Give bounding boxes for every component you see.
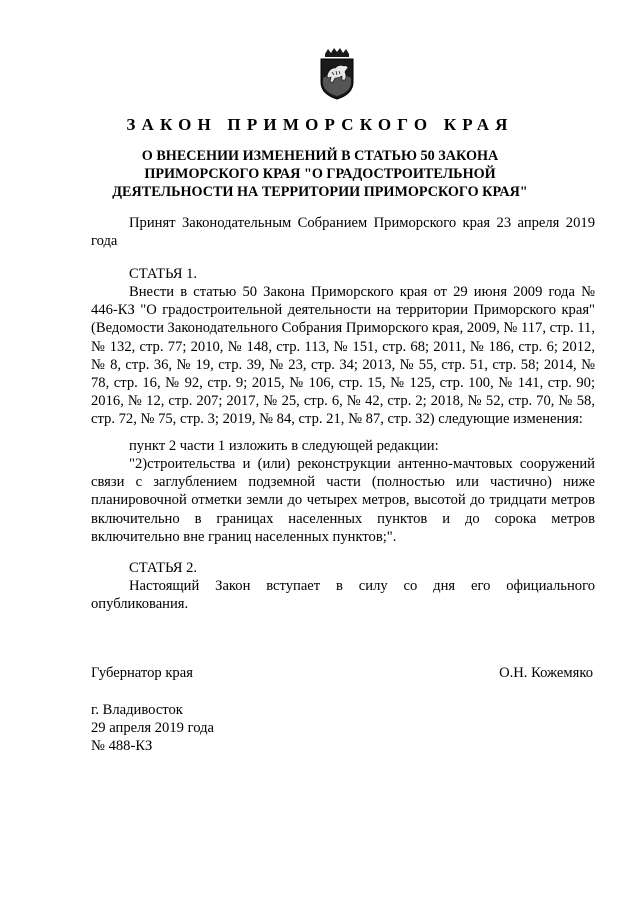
subtitle-line: ПРИМОРСКОГО КРАЯ "О ГРАДОСТРОИТЕЛЬНОЙ [144, 166, 496, 182]
article-1-item: пункт 2 части 1 изложить в следующей редакции: [129, 438, 439, 454]
law-title: ЗАКОН ПРИМОРСКОГО КРАЯ [126, 115, 514, 134]
article-2-heading: СТАТЬЯ 2. [129, 560, 198, 576]
law-number: № 488-КЗ [91, 738, 153, 754]
article-1-quote: "2)строительства и (или) реконструкции антенно-мачтовых сооружений связи с заглублением подземной части (полностью или частично) ниже планировочной отметки земли до четырех метров, высотой до тридцати метров включительно в границах населенных пунктов и до сорока метров включительно вне границ населенных пунктов;". [91, 456, 595, 545]
article-1-body: Внести в статью 50 Закона Приморского края от 29 июня 2009 года № 446-КЗ "О градостроительной деятельности на территории Приморского края" (Ведомости Законодательного Собрания Приморского края, 2009, № 117, стр. 11, № 132, стр. 77; 2010, № 148, стр. 113, № 151, стр. 68; 2011, № 186, стр. 6; 2012, № 8, стр. 36, № 19, стр. 39, № 23, стр. 34; 2013, № 55, стр. 51, стр. 58; 2014, № 78, стр. 16, № 92, стр. 9; 2015, № 106, стр. 15, № 125, стр. 100, № 141, стр. 90; 2016, № 12, стр. 207; 2017, № 25, стр. 6, № 42, стр. 2; 2018, № 52, стр. 70, № 58, стр. 72, № 75, стр. 3; 2019, № 84, стр. 21, № 87, стр. 32) следующие изменения: [91, 284, 595, 428]
subtitle-line: ДЕЯТЕЛЬНОСТИ НА ТЕРРИТОРИИ ПРИМОРСКОГО КРАЯ" [112, 184, 528, 200]
article-2-body: Настоящий Закон вступает в силу со дня его официального опубликования. [91, 578, 595, 613]
article-1-heading: СТАТЬЯ 1. [129, 266, 198, 282]
signature-position: Губернатор края [91, 665, 193, 681]
coat-of-arms-icon [317, 48, 357, 100]
adoption-note: Принят Законодательным Собранием Приморского края 23 апреля 2019 года [91, 215, 595, 250]
signature-name: О.Н. Кожемяко [499, 665, 593, 681]
issue-date: 29 апреля 2019 года [91, 720, 214, 736]
law-subtitle [60, 147, 580, 201]
issue-place: г. Владивосток [91, 702, 183, 718]
subtitle-line: О ВНЕСЕНИИ ИЗМЕНЕНИЙ В СТАТЬЮ 50 ЗАКОНА [141, 148, 499, 164]
